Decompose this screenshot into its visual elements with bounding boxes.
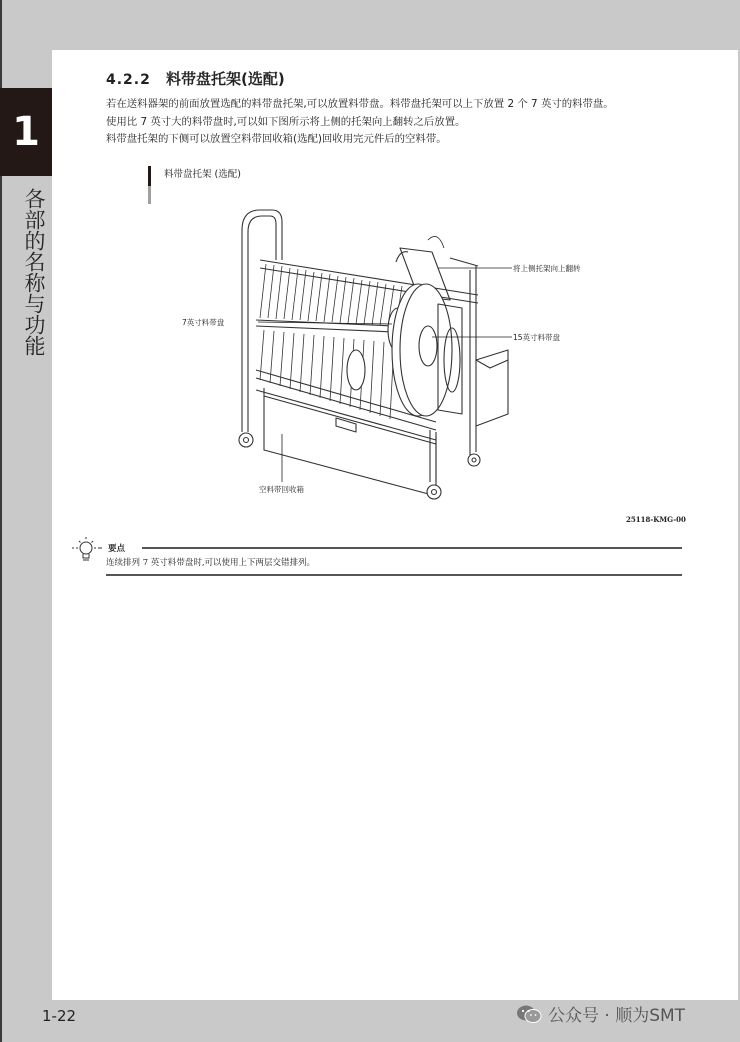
- figure-id: 25118-KMG-00: [626, 515, 686, 524]
- reel-holder-drawing: [160, 200, 700, 520]
- intro-line: 若在送料器架的前面放置选配的料带盘托架,可以放置料带盘。料带盘托架可以上下放置 2 个 7 英寸的料带盘。: [106, 98, 614, 110]
- tip-box: [70, 534, 684, 578]
- intro-line: 料带盘托架的下侧可以放置空料带回收箱(选配)回收用完元件后的空料带。: [106, 133, 447, 145]
- callout-15inch-reel: 15英寸料带盘: [513, 333, 561, 342]
- watermark: [516, 1001, 685, 1026]
- caption-bar: [148, 166, 151, 186]
- callout-7inch-reel: 7英寸料带盘: [182, 318, 225, 327]
- watermark-text: 公众号 · 顺为SMT: [548, 1006, 686, 1026]
- tip-heading: 要点: [108, 544, 126, 554]
- section-heading: [106, 68, 285, 89]
- top-margin: [0, 0, 740, 50]
- section-number: 4.2.2: [106, 72, 151, 88]
- lightbulb-icon: [70, 534, 104, 568]
- tip-text: 连续排列 7 英寸料带盘时,可以使用上下两层交错排列。: [106, 558, 316, 568]
- figure-caption-text: 料带盘托架 (选配): [164, 169, 241, 180]
- callout-flip-upper: 将上侧托架向上翻转: [513, 264, 581, 273]
- callout-empty-tape-box: 空料带回收箱: [259, 485, 304, 494]
- reel-holder-illustration: [160, 200, 700, 524]
- wechat-icon: [516, 1004, 542, 1024]
- chapter-number: 1: [0, 88, 52, 176]
- section-title: 料带盘托架(选配): [166, 70, 285, 88]
- intro-line: 使用比 7 英寸大的料带盘时,可以如下图所示将上侧的托架向上翻转之后放置。: [106, 115, 466, 128]
- tip-rule-top: [142, 547, 682, 549]
- intro-paragraph: [106, 96, 696, 149]
- figure-caption: [148, 166, 241, 204]
- caption-bar-shade: [148, 186, 151, 204]
- chapter-title: 各部的名称与功能: [22, 188, 46, 356]
- tip-rule-bottom: [106, 574, 682, 576]
- page-number: 1-22: [42, 1007, 77, 1025]
